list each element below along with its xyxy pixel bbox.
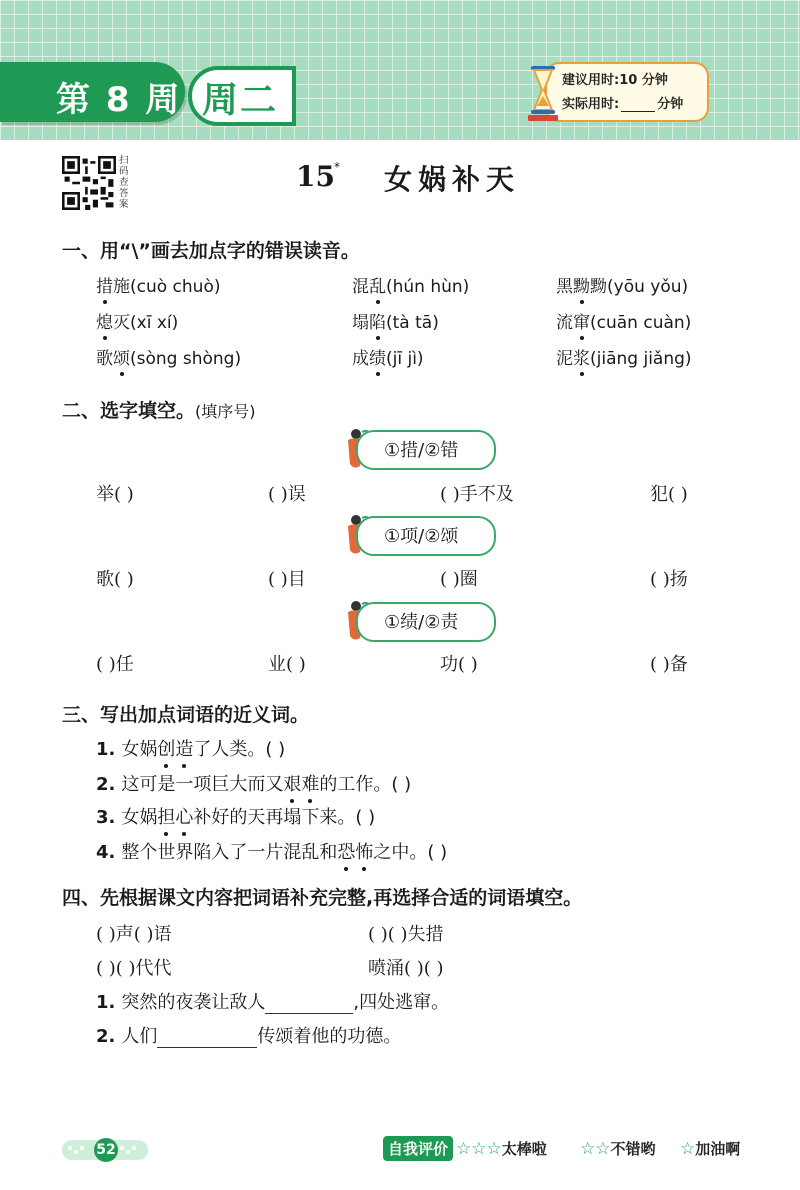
synonym-question[interactable]: 1. 女娲创造了人类。( ) [96,735,285,761]
fill-sentence: 2. 人们 传颂着他的功德。 [96,1026,402,1047]
option-text: ①措/②错 [384,440,459,461]
word: 措施 [96,277,130,297]
lesson-number: 15 [296,160,335,193]
day-label: 周二 [202,80,279,121]
pinyin-options[interactable]: (hún hùn) [386,277,470,297]
actual-time-label: 实际用时: [562,97,620,112]
idiom-fill-item[interactable]: ( )声( )语 [96,924,172,945]
fill-blank-item[interactable]: 犯( ) [650,484,688,505]
pinyin-item [352,344,424,369]
pinyin-options[interactable]: (xī xí) [130,313,179,333]
section3-heading: 三、写出加点词语的近义词。 [62,704,310,726]
eval-level-good[interactable]: ☆☆不错哟 [580,1139,656,1159]
qr-label: 扫码查答案 [119,155,129,210]
section2-title: 二、选字填空。 [62,400,196,422]
dotted-char: 绩 [369,344,386,369]
star-icon: ☆☆☆ [456,1139,502,1159]
pinyin-item [556,308,691,333]
word: 混乱 [352,277,386,297]
synonym-question[interactable]: 2. 这可是一项巨大而又艰难的工作。( ) [96,770,411,796]
pinyin-options[interactable]: (cuān cuàn) [590,313,692,333]
section2-heading [62,396,256,423]
word: 歌颂 [96,349,130,369]
dotted-char: 乱 [369,272,386,297]
fill-blank-item[interactable]: 歌( ) [96,569,134,590]
dotted-word: 创造 [157,739,193,760]
dotted-char: 措 [96,272,113,297]
answer-blank[interactable] [157,1029,257,1048]
fill-blank-item[interactable]: ( )备 [650,654,688,675]
fill-sentence: 1. 突然的夜袭让敌人 ,四处逃窜。 [96,992,450,1013]
dotted-char: 浆 [573,344,590,369]
word: 成绩 [352,349,386,369]
lesson-star: * [334,160,340,174]
fill-blank-item[interactable]: 业( ) [268,654,306,675]
dotted-char: 黝 [573,272,590,297]
question-number: 2. [96,1026,116,1047]
fill-blank-item[interactable]: ( )圈 [440,569,478,590]
answer-blank[interactable] [265,995,353,1014]
eval-level-great[interactable]: ☆☆☆太棒啦 [456,1139,547,1159]
idiom-fill-item[interactable]: 喷涌( )( ) [368,958,444,979]
fill-blank-item[interactable]: ( )误 [268,484,306,505]
word: 流窜 [556,313,590,333]
option-text: ①绩/②责 [384,612,459,633]
dotted-word: 艰难 [283,774,319,795]
self-evaluation-label: 自我评价 [383,1136,453,1161]
section4-heading: 四、先根据课文内容把词语补充完整,再选择合适的词语填空。 [62,887,583,909]
page-number: 52 [94,1138,118,1162]
pinyin-options[interactable]: (jī jì) [386,349,424,369]
pinyin-item [556,344,692,369]
week-label: 第 8 周 [56,80,182,120]
qr-code-icon[interactable] [62,156,116,210]
idiom-fill-item[interactable]: ( )( )失措 [368,924,444,945]
fill-blank-item[interactable]: ( )手不及 [440,484,514,505]
idiom-fill-item[interactable]: ( )( )代代 [96,958,172,979]
pinyin-options[interactable]: (yōu yǒu) [607,277,689,297]
dotted-char: 熄 [96,308,113,333]
question-number: 1. [96,992,116,1013]
fill-blank-item[interactable]: 功( ) [440,654,478,675]
lesson-title: 女娲补天 [384,163,521,196]
question-number: 2. [96,774,116,795]
pinyin-options[interactable]: (sòng shòng) [130,349,242,369]
fill-blank-item[interactable]: ( )目 [268,569,306,590]
star-icon: ☆ [680,1139,696,1159]
word: 塌陷 [352,313,386,333]
question-number: 4. [96,842,116,863]
question-number: 3. [96,807,116,828]
section1-heading: 一、用“\”画去加点字的错误读音。 [62,240,360,262]
fill-blank-item[interactable]: ( )任 [96,654,134,675]
dotted-word: 恐怖 [337,842,373,863]
word: 泥浆 [556,349,590,369]
pinyin-item [96,344,241,369]
star-icon: ☆☆ [580,1139,611,1159]
pinyin-item [352,308,439,333]
dotted-char: 窜 [573,308,590,333]
pinyin-item [556,272,688,297]
actual-time-blank[interactable] [621,99,655,112]
synonym-question[interactable]: 4. 整个世界陷入了一片混乱和恐怖之中。( ) [96,838,447,864]
pinyin-item [96,308,178,333]
actual-time [562,93,683,112]
word: 熄灭 [96,313,130,333]
actual-time-unit: 分钟 [657,97,684,112]
hourglass-icon [528,64,558,122]
pinyin-options[interactable]: (cuò chuò) [130,277,221,297]
suggested-time: 建议用时:10 分钟 [562,73,668,88]
fill-blank-item[interactable]: 举( ) [96,484,134,505]
eval-level-keep-going[interactable]: ☆加油啊 [680,1139,741,1159]
section2-note: (填序号) [195,402,256,421]
word: 黑黝黝 [556,277,607,297]
synonym-question[interactable]: 3. 女娲担心补好的天再塌下来。( ) [96,803,375,829]
question-number: 1. [96,739,116,760]
dotted-word: 担心 [157,807,193,828]
pinyin-options[interactable]: (jiāng jiǎng) [590,349,692,369]
fill-blank-item[interactable]: ( )扬 [650,569,688,590]
pinyin-options[interactable]: (tà tā) [386,313,439,333]
option-text: ①项/②颂 [384,526,459,547]
dotted-char: 颂 [113,344,130,369]
dotted-char: 陷 [369,308,386,333]
pinyin-item [96,272,221,297]
pinyin-item [352,272,469,297]
